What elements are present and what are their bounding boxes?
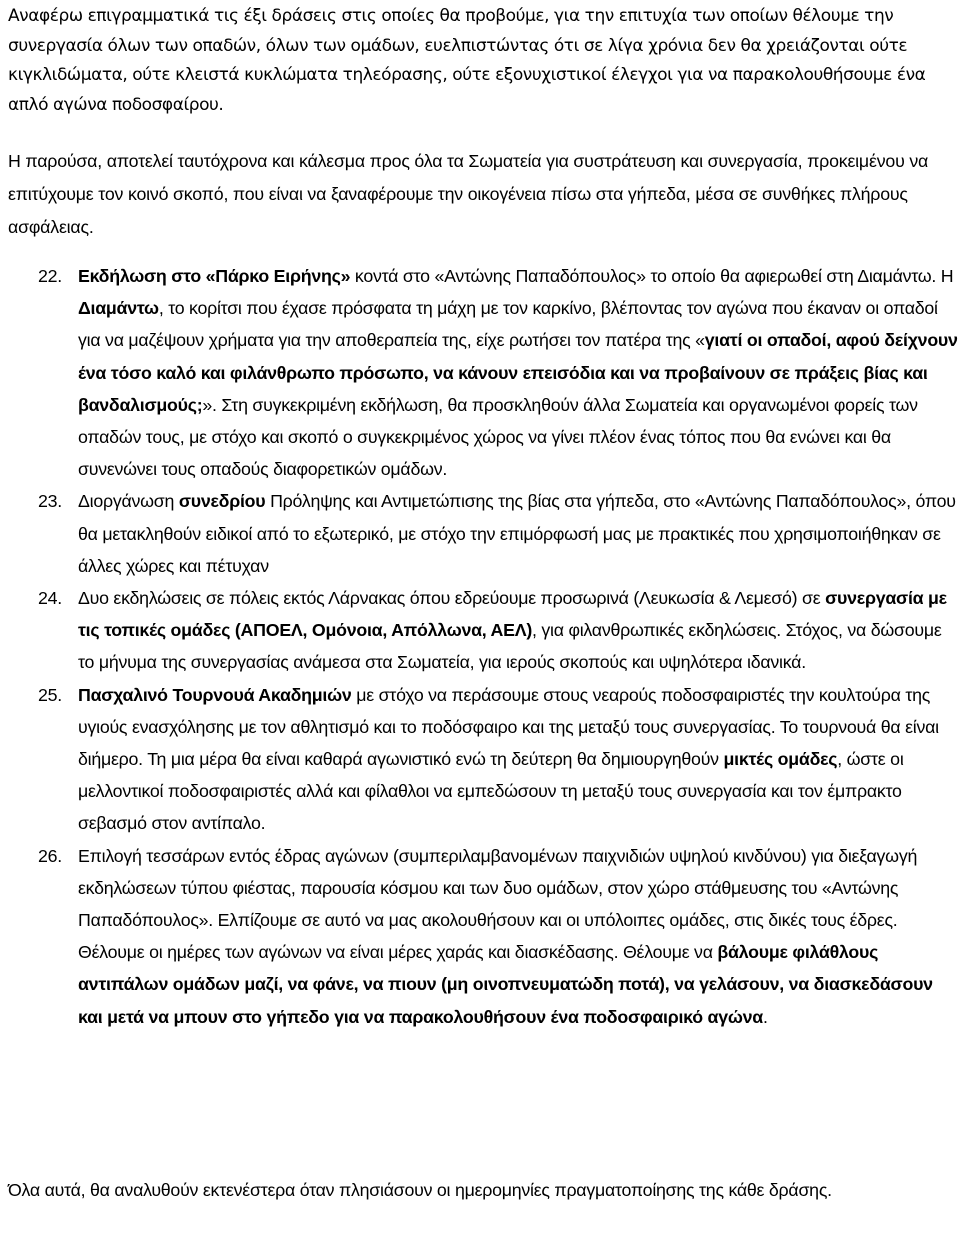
- item-text-bold: συνεδρίου: [178, 491, 266, 512]
- item-number: 22.: [38, 266, 62, 286]
- item-text: , ώστε οι μελλοντικοί ποδοσφαιριστές αλλά και φίλαθλοι να εμπεδώσουν τη μεταξύ τους συνεργασία και τον έμπρακτο σεβασμό στον αντίπαλο.: [78, 749, 904, 834]
- item-text: Διοργάνωση: [78, 491, 179, 512]
- list-item: [8, 582, 958, 679]
- item-text: , για φιλανθρωπικές εκδηλώσεις. Στόχος, να δώσουμε το μήνυμα της συνεργασίας ανάμεσα στα Σωματεία, για ιερούς σκοπούς και υψηλότερα ιδανικά.: [78, 620, 942, 673]
- item-text-bold: Εκδήλωση στο «Πάρκο Ειρήνης»: [78, 266, 351, 286]
- item-text: ». Στη συγκεκριμένη εκδήλωση, θα προσκληθούν άλλα Σωματεία και οργανωμένοι φορείς των οπαδών τους, με στόχο και σκοπό ο συγκεκριμένος χώρος να γίνει πλέον ένας τόπος που θα ενώνει και θα συνενώνει τους οπαδούς διαφορετικών ομάδων.: [78, 394, 918, 480]
- item-text-bold: συνεργασία με τις τοπικές ομάδες (ΑΠΟΕΛ, Ομόνοια, Απόλλωνα, ΑΕΛ): [78, 588, 947, 641]
- list-item: [8, 679, 958, 840]
- item-text: , το κορίτσι που έχασε πρόσφατα τη μάχη με τον καρκίνο, βλέποντας τον αγώνα που έκαναν οι οπαδοί για να μαζέψουν χρήματα για την αποθεραπεία της, είχε ρωτήσει τον πατέρα της «: [78, 298, 938, 351]
- item-text-bold: γιατί οι οπαδοί, αφού δείχνουν ένα τόσο καλό και φιλάνθρωπο πρόσωπο, να κάνουν επεισόδια και να προβαίνουν σε πράξεις βίας και βανδαλισμούς;: [78, 330, 958, 415]
- item-number: 24.: [38, 588, 62, 609]
- item-number: 23.: [38, 491, 62, 512]
- item-text-bold: Διαμάντω: [78, 298, 159, 319]
- item-text-bold: Πασχαλινό Τουρνουά Ακαδημιών: [78, 684, 352, 705]
- item-text-bold: μικτές ομάδες: [723, 749, 838, 770]
- actions-list: [8, 260, 958, 1033]
- item-text: Δυο εκδηλώσεις σε πόλεις εκτός Λάρνακας όπου εδρεύουμε προσωρινά (Λευκωσία & Λεμεσό) σε: [78, 588, 826, 609]
- item-text: με στόχο να περάσουμε στους νεαρούς ποδοσφαιριστές την κουλτούρα της υγιούς ενασχόλησης με τον αθλητισμό και το ποδόσφαιρο και της μεταξύ τους συνεργασίας. Το τουρνουά θα είναι διήμερο. Τη μια μέρα θα είναι καθαρά αγωνιστικό ενώ τη δεύτερη θα δημιουργηθούν: [78, 684, 939, 770]
- call-paragraph: Η παρούσα, αποτελεί ταυτόχρονα και κάλεσμα προς όλα τα Σωματεία για συστράτευση και συνεργασία, προκειμένου να επιτύχουμε τον κοινό σκοπό, που είναι να ξαναφέρουμε την οικογένεια πίσω στα γήπεδα, μέσα σε συνθήκες πλήρους ασφάλειας.: [8, 151, 929, 237]
- list-item: [8, 840, 958, 1033]
- item-text: Επιλογή τεσσάρων εντός έδρας αγώνων (συμπεριλαμβανομένων παιχνιδιών υψηλού κινδύνου) για διεξαγωγή εκδηλώσεων τύπου φιέστας, παρουσία κόσμου και των δυο ομάδων, στον χώρο στάθμευσης του «Αντώνης Παπαδόπουλος». Ελπίζουμε σε αυτό να μας ακολουθήσουν και οι υπόλοιπες ομάδες, στις δικές τους έδρες. Θέλουμε οι ημέρες των αγώνων να είναι μέρες χαράς και διασκέδασης. Θέλουμε να: [78, 845, 918, 963]
- item-text-bold: βάλουμε φιλάθλους αντιπάλων ομάδων μαζί, να φάνε, να πιουν (μη οινοπνευματώδη ποτά), να γελάσουν, να διασκεδάσουν και μετά να μπουν στο γήπεδο για να παρακολουθήσουν ένα ποδοσφαιρικό αγώνα: [78, 942, 933, 1027]
- item-number: 25.: [38, 684, 62, 705]
- item-text: .: [762, 1006, 768, 1027]
- list-item: [8, 485, 958, 582]
- item-text: κοντά στο «Αντώνης Παπαδόπουλος» το οποίο θα αφιερωθεί στη Διαμάντω. Η: [350, 266, 954, 286]
- intro-paragraph: Αναφέρω επιγραμματικά τις έξι δράσεις στις οποίες θα προβούμε, για την επιτυχία των οποίων θέλουμε την συνεργασία όλων των οπαδών, όλων των ομάδων, ευελπιστώντας ότι σε λίγα χρόνια δεν θα χρειάζονται ούτε κιγκλιδώματα, ούτε κλειστά κυκλώματα τηλεόρασης, ούτε εξονυχιστικοί έλεγχοι για να παρακολουθήσουμε ένα απλό αγώνα ποδοσφαίρου.: [8, 6, 926, 115]
- list-item: [8, 260, 958, 485]
- item-number: 26.: [38, 845, 62, 866]
- closing-paragraph: Όλα αυτά, θα αναλυθούν εκτενέστερα όταν πλησιάσουν οι ημερομηνίες πραγματοποίησης της κάθε δράσης.: [8, 1180, 832, 1200]
- item-text: Πρόληψης και Αντιμετώπισης της βίας στα γήπεδα, στο «Αντώνης Παπαδόπουλος», όπου θα μετακληθούν ειδικοί από το εξωτερικό, με στόχο την επιμόρφωσή μας με πρακτικές που χρησιμοποιήθηκαν σε άλλες χώρες και πέτυχαν: [78, 491, 956, 576]
